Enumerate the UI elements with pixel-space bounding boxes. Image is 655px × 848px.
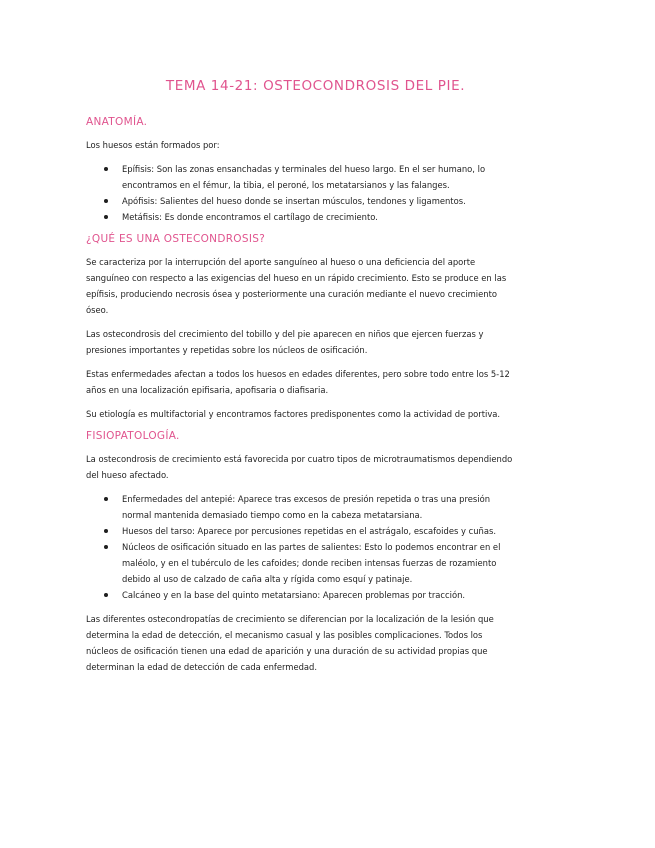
paragraph: Las ostecondrosis del crecimiento del tobillo y del pie aparecen en niños que ejercen fuerzas y presiones importantes y repetidas sobre los núcleos de osificación. bbox=[86, 329, 484, 355]
list-item: Huesos del tarso: Aparece por percusiones repetidas en el astrágalo, escafoides y cuñas. bbox=[122, 523, 515, 539]
section-heading-anatomia: ANATOMÍA. bbox=[86, 116, 148, 128]
paragraph: Su etiología es multifactorial y encontramos factores predisponentes como la actividad de portiva. bbox=[86, 409, 501, 419]
list-item: Núcleos de osificación situado en las partes de salientes: Esto lo podemos encontrar en el maléolo, y en el tubérculo de les cafoides; donde reciben intensas fuerzas de rozamiento debido al uso de calzado de caña alta y rígida como esquí y patinaje. bbox=[122, 539, 515, 587]
paragraph: Se caracteriza por la interrupción del aporte sanguíneo al hueso o una deficiencia del aporte sanguíneo con respecto a las exigencias del hueso en un rápido crecimiento. Esto se produce en las epífisis, produciendo necrosis ósea y posteriormente una curación mediante el nuevo crecimiento óseo. bbox=[86, 257, 507, 315]
anatomia-intro: Los huesos están formados por: bbox=[86, 140, 220, 150]
list-item: Enfermedades del antepié: Aparece tras excesos de presión repetida o tras una presión normal mantenida demasiado tiempo como en la cabeza metatarsiana. bbox=[122, 491, 515, 523]
fisiopatologia-closing: Las diferentes ostecondropatías de crecimiento se diferencian por la localización de la lesión que determina la edad de detección, el mecanismo casual y las posibles complicaciones. Todos los núcleos de osificación tienen una edad de aparición y una duración de su actividad propias que determinan la edad de detección de cada enfermedad. bbox=[86, 614, 494, 672]
anatomia-list bbox=[86, 161, 515, 225]
list-item: Calcáneo y en la base del quinto metatarsiano: Aparecen problemas por tracción. bbox=[122, 587, 515, 603]
section-heading-fisiopatologia: FISIOPATOLOGÍA. bbox=[86, 430, 180, 442]
section-heading-que-es: ¿QUÉ ES UNA OSTECONDROSIS? bbox=[86, 233, 266, 245]
paragraph: Estas enfermedades afectan a todos los huesos en edades diferentes, pero sobre todo entre los 5-12 años en una localización epifisaria, apofisaria o diafisaria. bbox=[86, 369, 510, 395]
list-item: Metáfisis: Es donde encontramos el cartílago de crecimiento. bbox=[122, 209, 515, 225]
fisiopatologia-intro: La ostecondrosis de crecimiento está favorecida por cuatro tipos de microtraumatismos dependiendo del hueso afectado. bbox=[86, 454, 513, 480]
list-item: Apófisis: Salientes del hueso donde se insertan músculos, tendones y ligamentos. bbox=[122, 193, 515, 209]
list-item: Epífisis: Son las zonas ensanchadas y terminales del hueso largo. En el ser humano, lo encontramos en el fémur, la tibia, el peroné, los metatarsianos y las falanges. bbox=[122, 161, 515, 193]
fisiopatologia-list bbox=[86, 491, 515, 603]
page-title: TEMA 14-21: OSTEOCONDROSIS DEL PIE. bbox=[165, 78, 466, 94]
